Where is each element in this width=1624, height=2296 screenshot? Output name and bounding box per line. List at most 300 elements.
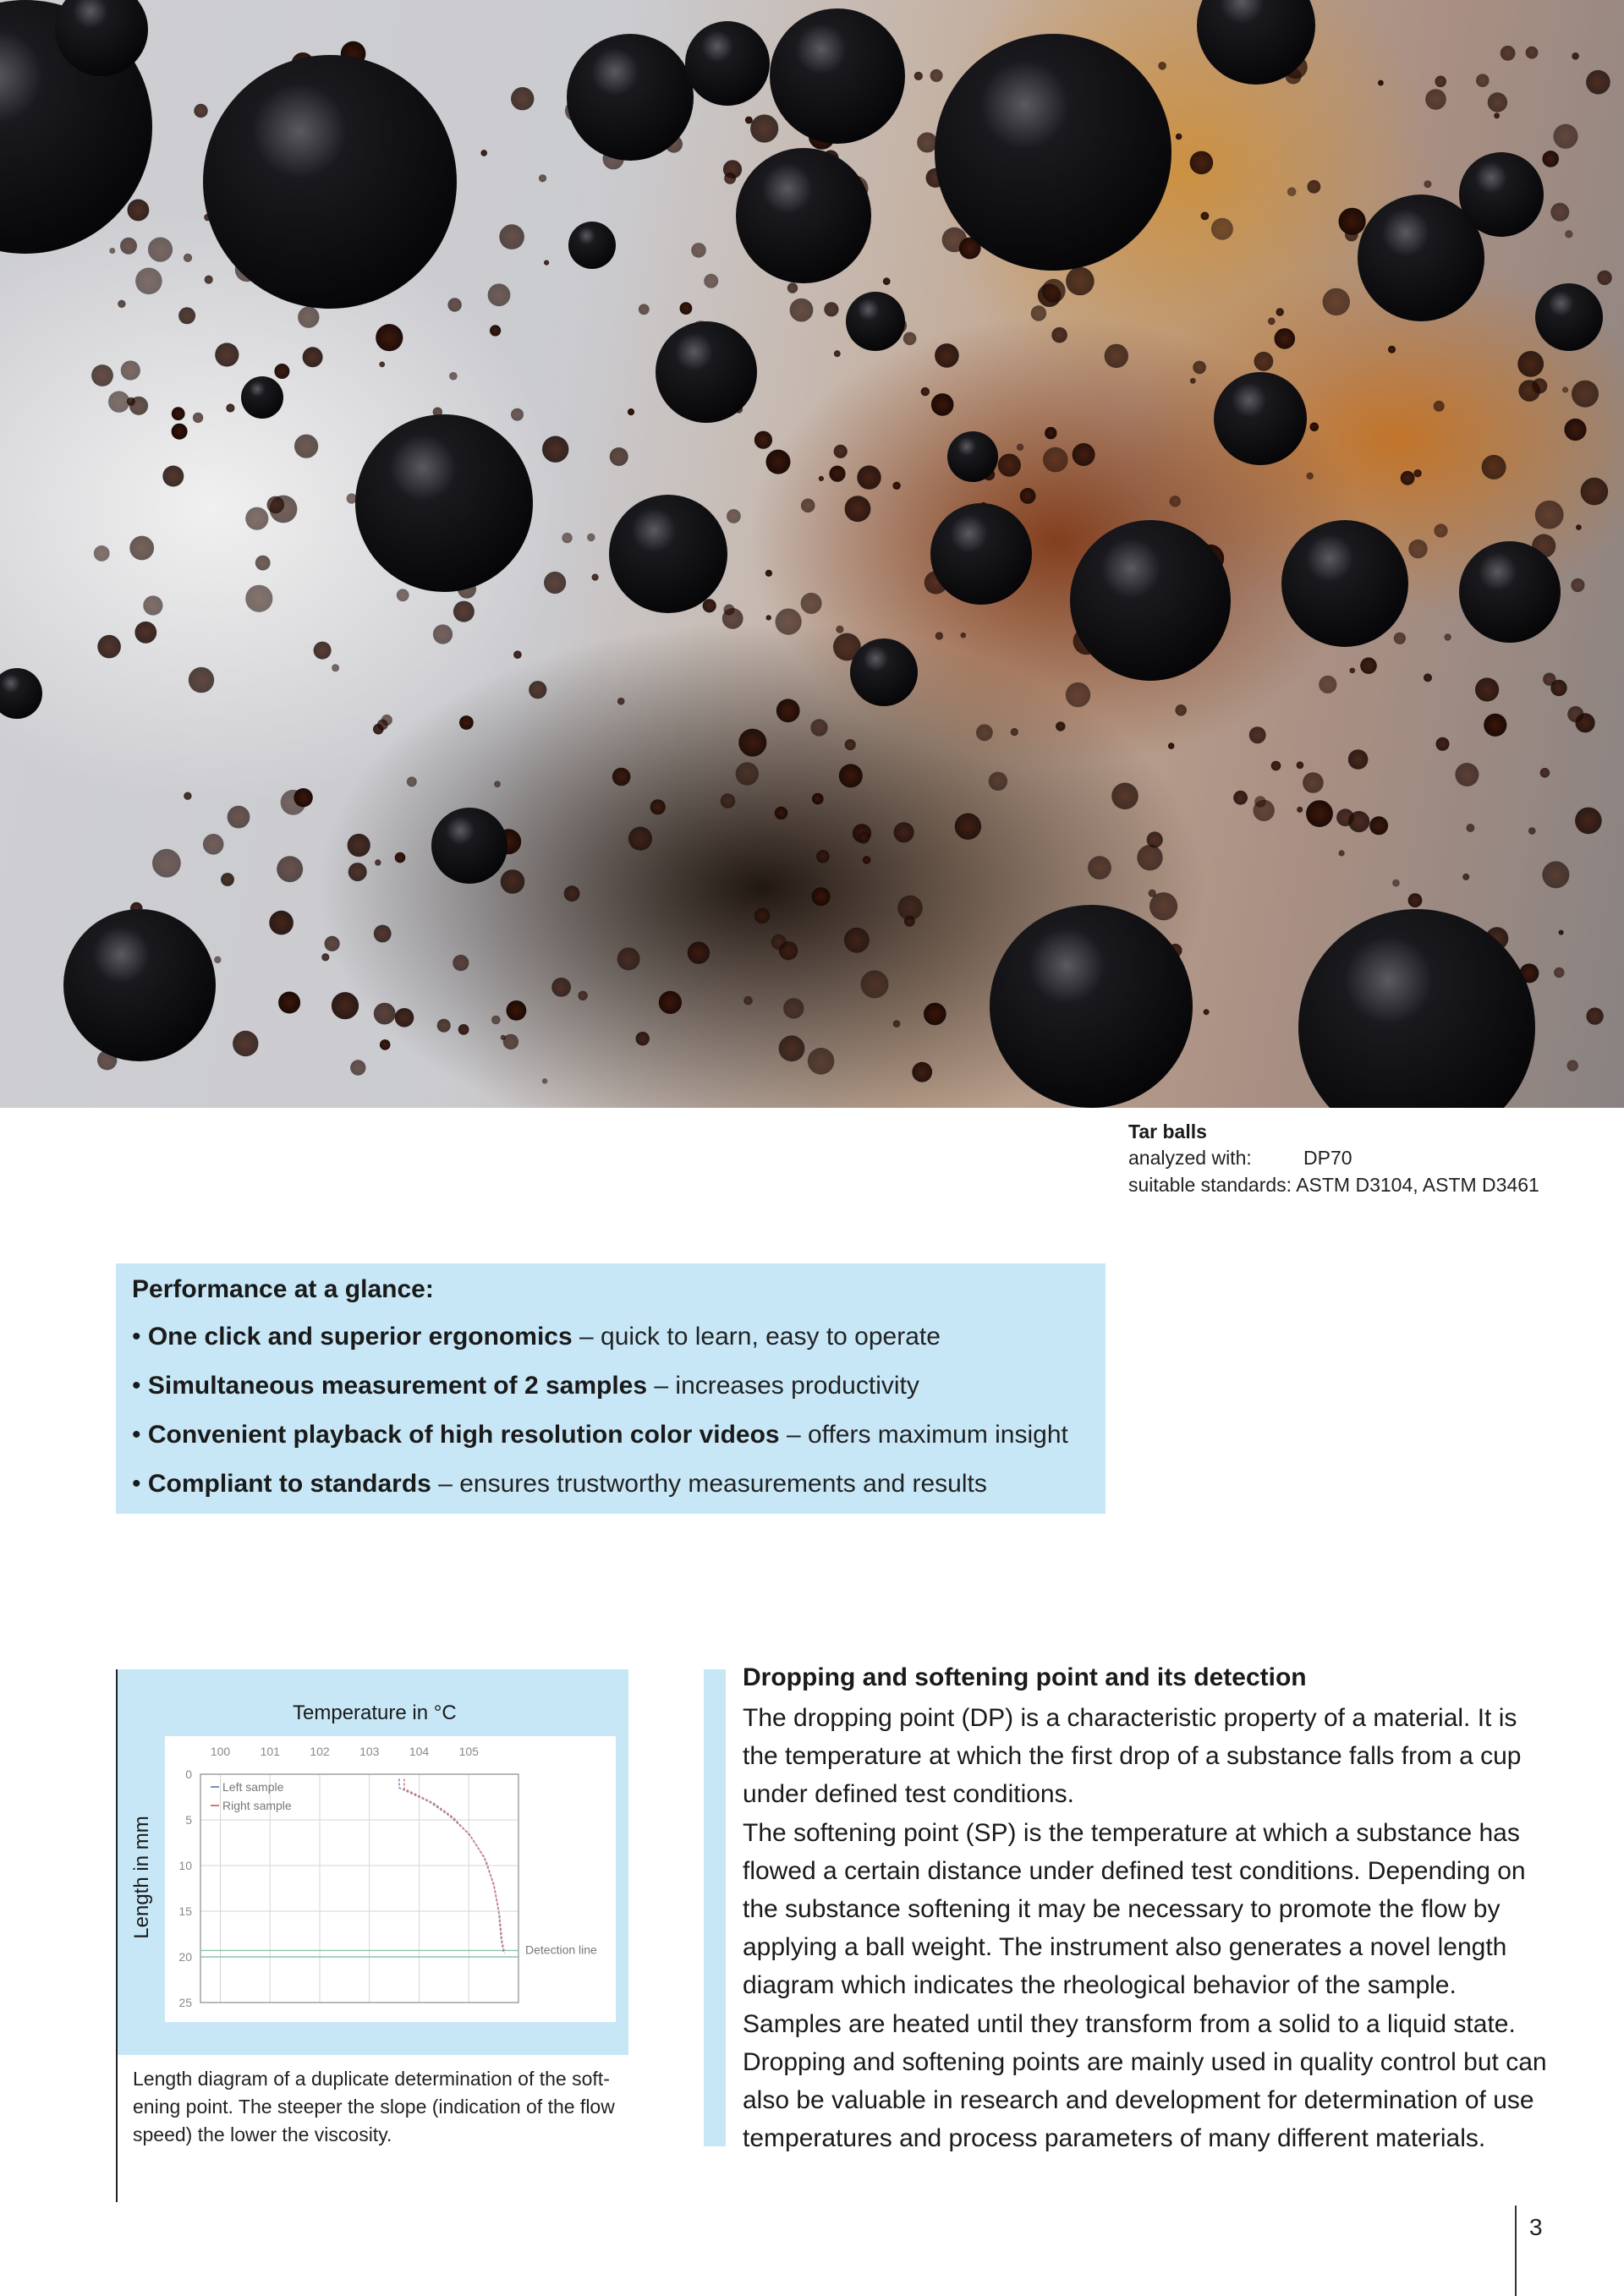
tar-droplet [172,424,188,440]
tar-droplet [801,499,815,513]
tar-droplet [883,277,891,285]
tar-droplet [1425,89,1446,110]
tar-droplet [1494,112,1500,118]
tar-droplet [703,599,716,612]
tar-droplet [1275,328,1296,349]
tar-droplet [1043,447,1068,473]
tar-droplet [1042,279,1066,303]
tar-droplet [152,849,181,878]
tar-droplet [808,1048,835,1075]
tar-droplet [488,283,511,306]
tar-droplet [1571,578,1584,592]
tar-ball [1459,541,1561,643]
tar-droplet [863,856,871,864]
tar-droplet [1201,212,1210,221]
tar-ball [241,376,283,419]
tar-droplet [998,454,1021,477]
tar-ball [930,503,1032,605]
performance-item: • Simultaneous measurement of 2 samples – increases productivity [132,1372,919,1400]
tar-droplet [1562,386,1568,392]
tar-droplet [1482,455,1506,479]
tar-droplet [1204,1009,1210,1015]
tar-droplet [1111,783,1138,810]
tar-droplet [1424,180,1431,188]
tar-droplet [931,393,954,416]
x-tick-label: 100 [210,1745,231,1758]
tar-droplet [801,593,822,614]
y-tick-label: 10 [178,1859,192,1872]
x-tick-label: 104 [409,1745,430,1758]
tar-droplet [1435,76,1446,88]
tar-ball [846,292,905,351]
y-axis-label: Length in mm [130,1816,153,1939]
tar-droplet [184,792,191,800]
tar-droplet [109,248,115,254]
tar-droplet [617,698,625,705]
tar-droplet [1339,208,1366,235]
tar-droplet [861,970,889,998]
tar-ball [1070,520,1231,681]
tar-droplet [162,466,184,487]
tar-droplet [374,925,392,943]
performance-item-bold: One click and superior ergonomics [147,1323,573,1351]
tar-droplet [120,238,137,255]
y-tick-label: 15 [178,1904,192,1918]
text-accent-bar [704,1669,726,2146]
tar-droplet [745,117,753,124]
page-number-rule [1515,2206,1517,2296]
tar-droplet [374,1003,396,1025]
photo-caption-title: Tar balls [1128,1121,1207,1143]
tar-droplet [1066,682,1090,707]
tar-droplet [1436,737,1450,751]
tar-balls-photo [0,0,1624,1108]
tar-droplet [578,991,587,1000]
tar-droplet [743,996,753,1006]
length-diagram-svg [165,1736,616,2022]
tar-droplet [1540,768,1550,778]
tar-droplet [1190,151,1214,175]
tar-ball [850,638,918,706]
tar-droplet [893,1020,901,1027]
tar-droplet [1392,879,1400,887]
tar-droplet [1105,344,1128,368]
tar-droplet [1550,680,1566,696]
tar-droplet [845,496,871,522]
tar-droplet [1369,816,1388,835]
tar-droplet [839,764,863,787]
tar-droplet [1310,423,1320,432]
tar-droplet [499,224,524,249]
tar-droplet [1190,378,1196,384]
tar-droplet [1455,763,1479,786]
tar-droplet [836,626,843,633]
tar-droplet [935,632,943,639]
tar-droplet [1348,749,1369,770]
x-tick-label: 103 [359,1745,380,1758]
tar-droplet [961,633,967,638]
tar-droplet [348,863,367,881]
tar-droplet [453,601,475,622]
tar-droplet [332,664,339,671]
tar-droplet [738,729,766,757]
diagram-caption: Length diagram of a duplicate determination of the soft-ening point. The steeper the slope (indication of the flow speed) the lower the viscosity. [133,2068,615,2145]
tar-droplet [636,1032,650,1045]
tar-droplet [721,793,736,808]
tar-droplet [790,299,814,322]
tar-droplet [1567,1060,1578,1071]
tar-droplet [1401,471,1415,485]
tar-droplet [824,302,838,316]
tar-droplet [1211,218,1233,240]
tar-droplet [1535,501,1564,529]
tar-droplet [754,908,771,924]
tar-droplet [924,1003,946,1026]
tar-droplet [1175,704,1187,716]
tar-droplet [490,325,501,336]
tar-droplet [1550,203,1569,222]
analyzed-with-value: DP70 [1303,1147,1352,1169]
tar-droplet [1488,92,1507,112]
standards-row [1128,1174,1539,1197]
performance-item: • One click and superior ergonomics – quick to learn, easy to operate [132,1323,941,1351]
tar-droplet [724,605,735,616]
tar-ball [947,431,998,482]
tar-droplet [857,465,881,489]
tar-droplet [397,589,409,601]
page-number: 3 [1529,2214,1543,2240]
detection-line-label: Detection line [525,1943,597,1957]
tar-droplet [539,174,546,182]
tar-droplet [1233,791,1248,805]
tar-droplet [437,1019,451,1033]
tar-droplet [819,476,824,481]
x-tick-label: 105 [458,1745,479,1758]
tar-droplet [1576,524,1582,530]
tar-droplet [542,1078,547,1083]
tar-droplet [1528,827,1536,835]
tar-droplet [491,1016,501,1025]
tar-droplet [1394,633,1406,644]
tar-droplet [921,387,930,396]
tar-ball [1535,283,1603,351]
tar-droplet [1045,427,1056,439]
tar-droplet [1170,496,1181,507]
tar-droplet [189,667,214,693]
tar-droplet [143,595,162,615]
tar-droplet [1168,743,1175,749]
performance-item: • Convenient playback of high resolution color videos – offers maximum insight [132,1421,1068,1449]
tar-droplet [214,956,221,963]
tar-droplet [1066,267,1095,296]
tar-droplet [274,364,289,379]
tar-droplet [1424,673,1432,682]
tar-droplet [194,104,207,118]
standards-value: ASTM D3104, ASTM D3461 [1296,1174,1539,1196]
tar-droplet [1308,180,1321,194]
tar-droplet [1073,443,1095,466]
tar-droplet [511,87,534,110]
tar-droplet [562,533,572,543]
tar-droplet [1303,772,1324,793]
tar-droplet [1586,1007,1603,1024]
performance-item-bold: Convenient playback of high resolution color videos [147,1421,780,1449]
performance-item-text: – increases productivity [647,1372,919,1400]
tar-ball [431,808,508,884]
tar-droplet [1501,46,1516,61]
tar-droplet [314,642,332,660]
tar-droplet [148,238,173,262]
tar-droplet [914,72,923,80]
tar-droplet [377,720,388,731]
tar-droplet [812,793,824,805]
tar-droplet [1484,714,1506,737]
y-tick-label: 25 [178,1996,192,2009]
tar-droplet [1517,351,1544,377]
tar-droplet [1158,62,1166,70]
tar-droplet [544,260,549,266]
tar-droplet [1323,288,1350,315]
tar-droplet [1349,668,1355,674]
tar-droplet [269,911,294,935]
tar-droplet [1031,305,1046,321]
tar-droplet [551,978,571,997]
tar-droplet [903,332,917,346]
tar-droplet [203,834,224,855]
standards-label: suitable standards: [1128,1174,1292,1196]
y-tick-label: 0 [185,1767,192,1781]
x-tick-label: 102 [310,1745,330,1758]
tar-droplet [1378,80,1384,86]
tar-droplet [912,1062,932,1082]
tar-droplet [127,397,135,406]
tar-droplet [779,1035,805,1061]
analyzed-with-row [1128,1147,1352,1170]
tar-droplet [816,850,830,863]
tar-droplet [221,873,234,886]
tar-droplet [1388,346,1396,353]
tar-droplet [294,435,318,458]
tar-droplet [134,622,156,644]
tar-droplet [771,934,787,950]
analyzed-with-label: analyzed with: [1128,1147,1252,1169]
tar-droplet [228,806,250,829]
tar-droplet [1360,657,1377,674]
tar-ball [609,495,727,613]
tar-droplet [379,362,385,368]
tar-droplet [375,859,381,865]
tar-droplet [892,482,900,490]
tar-droplet [121,360,140,380]
chart-title: Temperature in °C [293,1701,457,1724]
tar-droplet [858,832,870,844]
tar-droplet [659,991,682,1014]
tar-droplet [564,885,580,901]
tar-droplet [453,955,469,971]
tar-droplet [1254,352,1274,371]
tar-droplet [501,869,525,894]
tar-droplet [955,814,981,840]
tar-droplet [1462,874,1469,880]
tar-droplet [628,827,652,851]
tar-ball [685,21,770,106]
tar-droplet [91,364,113,386]
tar-droplet [834,445,848,458]
tar-droplet [639,304,650,315]
tar-droplet [278,992,300,1014]
tar-droplet [592,574,599,581]
tar-droplet [783,998,804,1018]
performance-item-text: – quick to learn, easy to operate [572,1323,941,1351]
performance-item: • Compliant to standards – ensures trustworthy measurements and results [132,1470,987,1498]
tar-droplet [829,466,845,482]
performance-title: Performance at a glance: [132,1275,434,1303]
tar-droplet [1542,861,1569,888]
tar-ball [355,414,533,592]
tar-droplet [617,947,640,970]
tar-droplet [680,302,693,315]
tar-droplet [1297,761,1304,769]
tar-droplet [1017,444,1023,451]
tar-droplet [1056,721,1065,731]
tar-droplet [395,852,406,863]
tar-droplet [94,545,110,562]
tar-droplet [810,719,827,736]
tar-droplet [321,953,329,961]
tar-droplet [691,243,706,258]
tar-droplet [108,391,129,412]
tar-droplet [1297,807,1303,813]
tar-droplet [1011,728,1018,736]
tar-droplet [1287,187,1297,196]
tar-droplet [1149,890,1156,897]
tar-droplet [529,681,546,699]
tar-droplet [1051,327,1067,343]
tar-droplet [97,635,121,659]
tar-droplet [348,834,370,857]
tar-droplet [1193,361,1206,375]
tar-droplet [628,408,634,415]
tar-ball [1281,520,1408,647]
tar-droplet [1567,706,1583,722]
tar-droplet [688,942,710,964]
tar-droplet [1306,800,1333,827]
tar-droplet [1597,271,1611,285]
tar-droplet [1271,761,1281,771]
tar-droplet [976,724,993,741]
tar-droplet [1020,488,1036,504]
tar-droplet [376,324,403,351]
tar-droplet [1518,380,1540,402]
tar-droplet [917,133,937,153]
tar-droplet [245,507,268,530]
tar-droplet [704,274,718,288]
tar-droplet [347,493,357,503]
tar-droplet [1526,47,1539,59]
tar-droplet [178,307,195,324]
tar-droplet [1434,401,1445,412]
tar-droplet [989,772,1007,791]
tar-droplet [267,496,285,514]
tar-droplet [1586,70,1610,95]
tar-droplet [1307,473,1314,479]
tar-droplet [904,916,915,927]
tar-ball [1214,372,1307,465]
tar-droplet [1466,824,1474,832]
tar-ball [770,8,905,144]
tar-ball [63,909,216,1061]
tar-droplet [812,887,831,906]
tar-droplet [172,407,185,420]
tar-droplet [507,1000,527,1021]
performance-item-text: – ensures trustworthy measurements and results [431,1470,987,1498]
performance-item-bold: Compliant to standards [147,1470,431,1498]
tar-ball [0,668,42,719]
tar-droplet [513,650,522,659]
tar-droplet [775,807,787,819]
tar-droplet [332,992,359,1019]
tar-droplet [1444,633,1451,640]
performance-box [116,1263,1106,1514]
performance-item-text: – offers maximum insight [779,1421,1068,1449]
tar-droplet [447,298,461,311]
tar-droplet [935,343,959,368]
legend-label: Left sample [222,1780,284,1794]
tar-droplet [776,609,802,635]
tar-droplet [1554,967,1564,978]
tar-droplet [118,300,125,308]
tar-droplet [298,306,319,327]
tar-droplet [1088,856,1111,879]
tar-balls-illustration [0,0,1624,1108]
legend-label: Right sample [222,1799,292,1812]
tar-droplet [129,536,154,561]
tar-droplet [845,739,856,750]
tar-droplet [1249,726,1266,743]
section-body [743,1699,1555,2157]
section-heading: Dropping and softening point and its detection [743,1663,1307,1691]
tar-droplet [277,856,303,882]
tar-droplet [1572,381,1599,408]
tar-droplet [193,413,203,423]
tar-droplet [1475,677,1499,701]
tar-droplet [303,347,323,367]
tar-droplet [1565,230,1572,238]
tar-droplet [1339,850,1345,856]
tar-droplet [736,762,759,785]
tar-droplet [724,173,736,184]
tar-droplet [1575,808,1602,835]
tar-droplet [787,282,798,293]
tar-droplet [503,1034,518,1049]
tar-droplet [184,254,192,262]
length-diagram [165,1736,616,2022]
tar-droplet [587,534,595,542]
tar-droplet [1176,134,1182,140]
tar-droplet [612,768,631,786]
tar-droplet [1413,469,1421,477]
tar-droplet [449,372,458,381]
tar-ball [656,321,757,423]
tar-droplet [1276,308,1284,315]
tar-droplet [458,1024,469,1035]
tar-ball [567,34,694,161]
tar-ball [203,55,457,309]
tar-droplet [205,276,213,284]
tar-droplet [727,509,741,523]
tar-droplet [459,715,474,730]
tar-ball [1459,152,1544,237]
